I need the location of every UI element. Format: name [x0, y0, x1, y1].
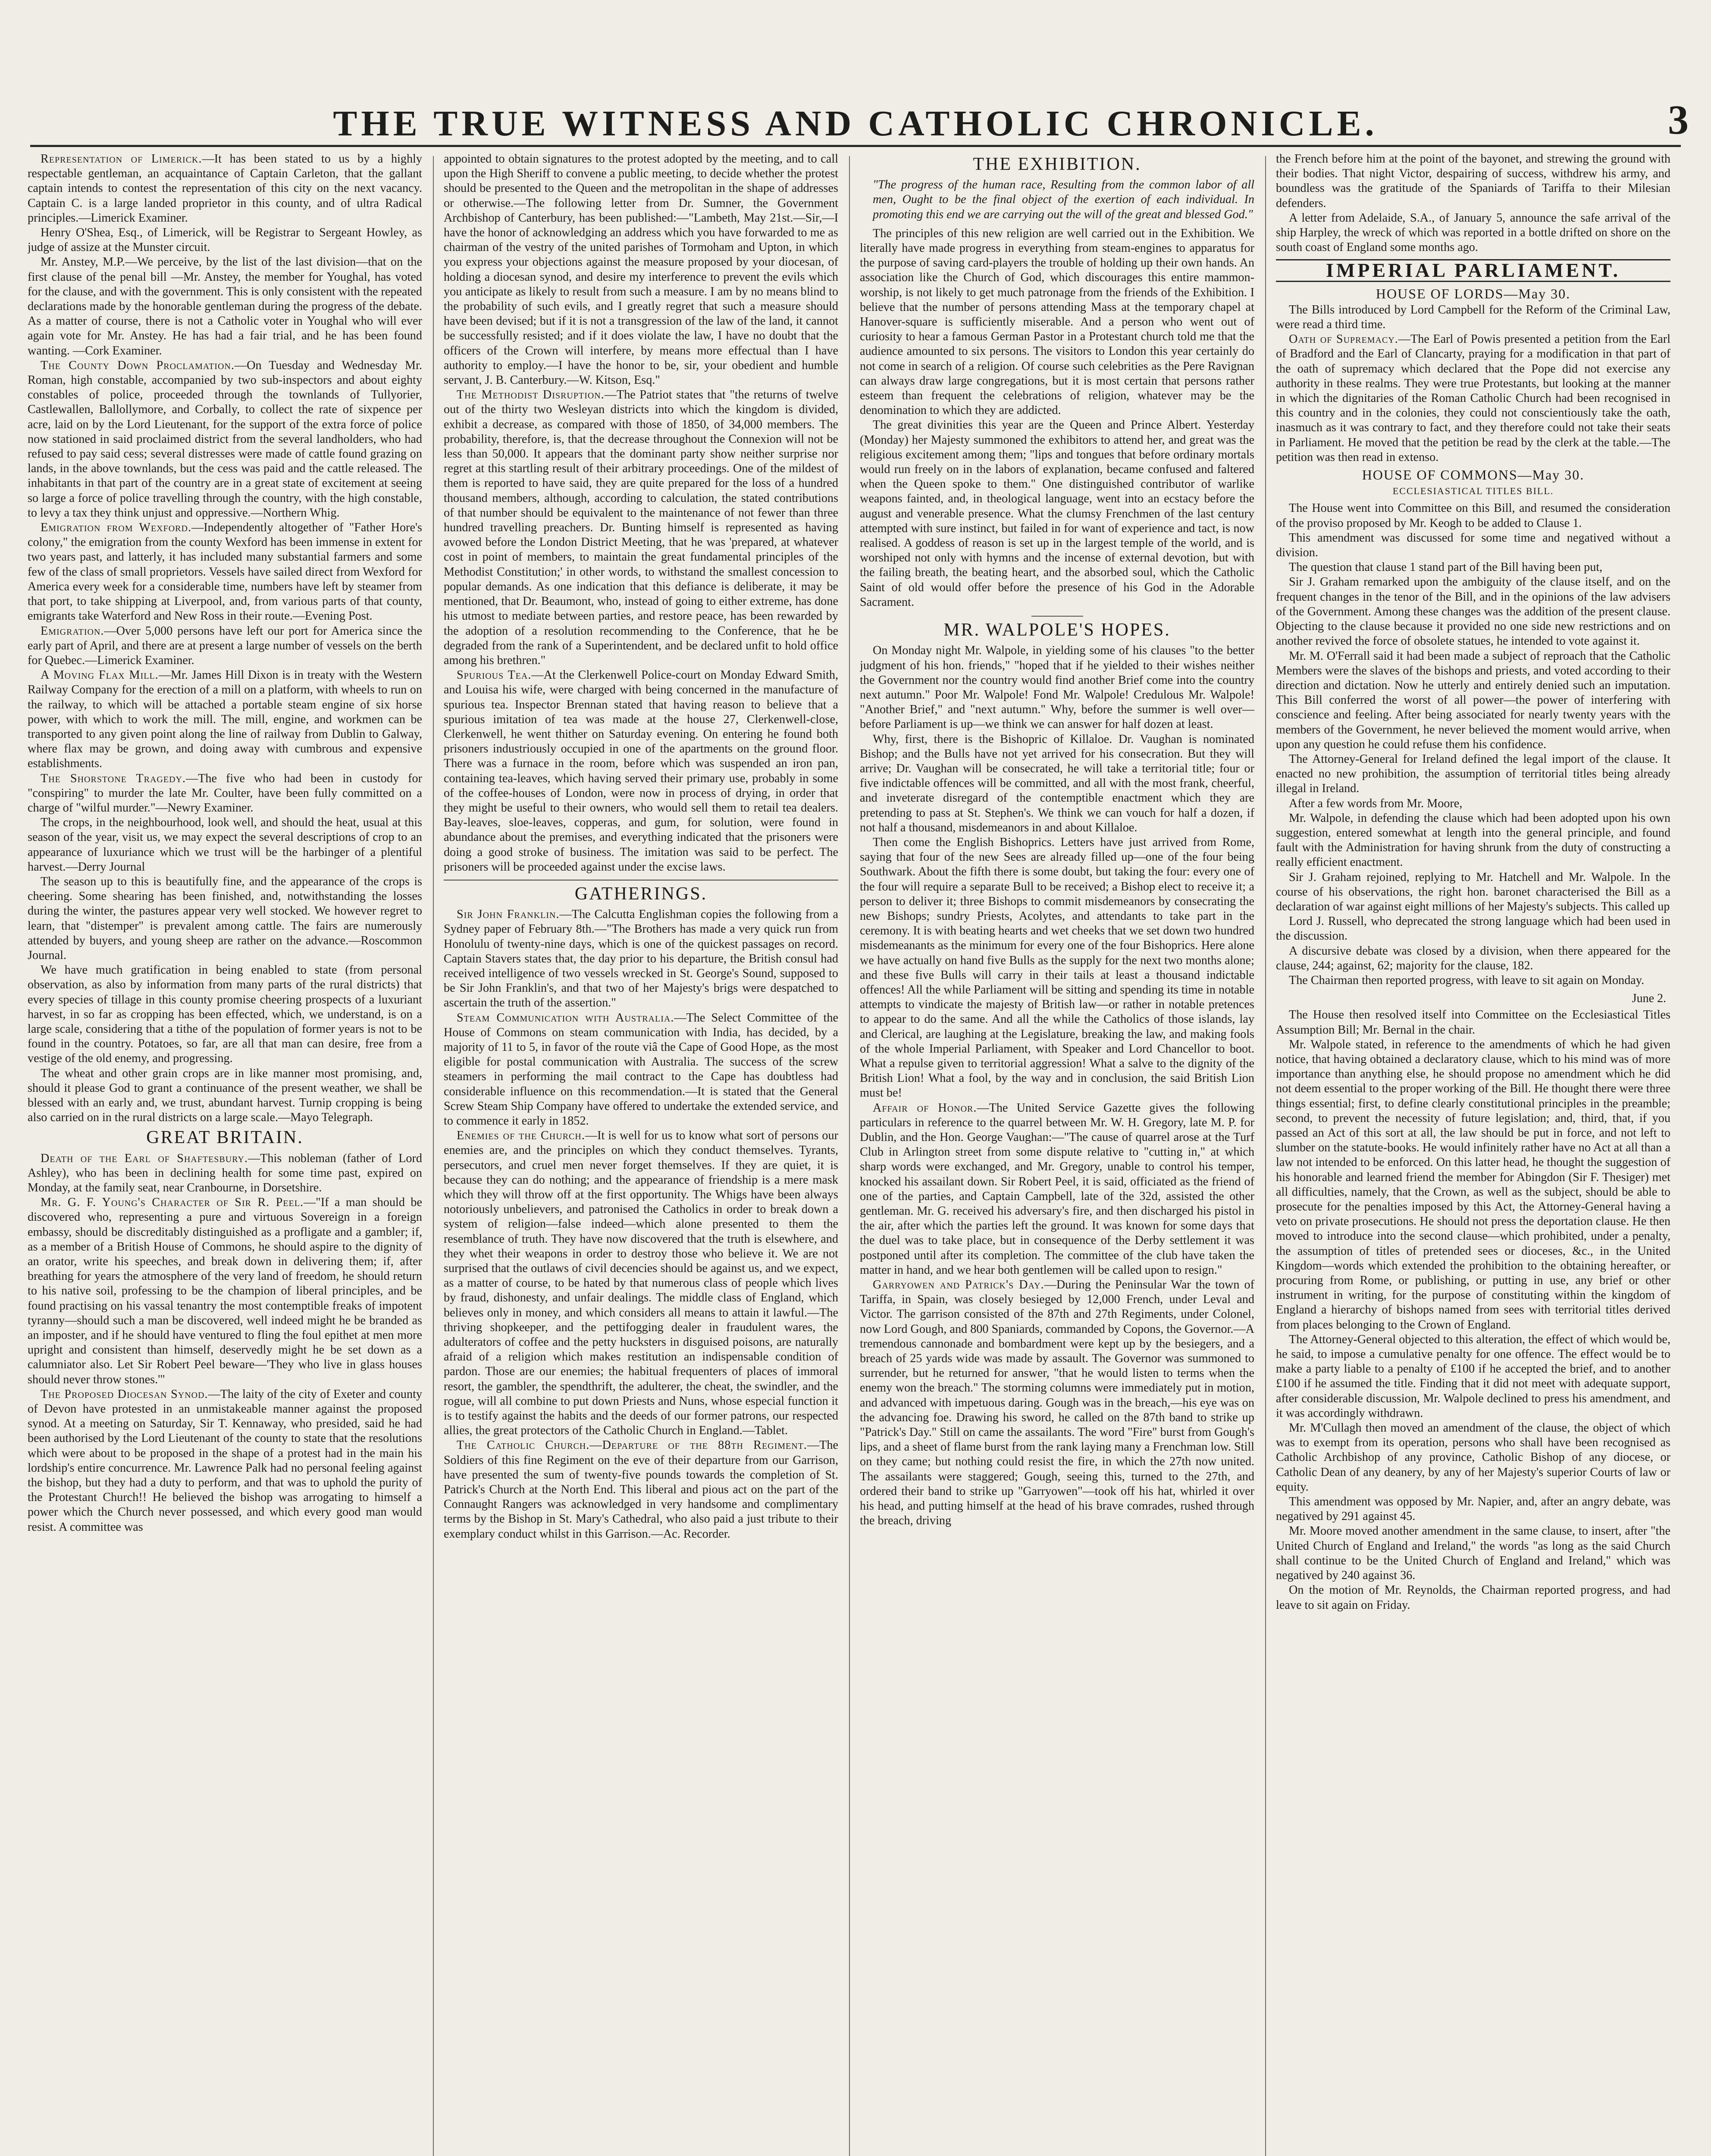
article-paragraph: Then come the English Bishoprics. Letters have just arrived from Rome, saying that four of the new Sees are already filled up—one of the four being Southwark. About the fifth there is some doubt, but taking the four: every one of the four will require a separate Bull to be received; a Bishop elect to receive it; a person to deliver it; three Bishops to commit misdemeanors by consecrating the new Bishops; sundry Priests, Acolytes, and attendants to take part in the ceremony. It is with beating hearts and wet cheeks that we set down two hundred misdemeanants as the minimum for every one of the four Bishoprics. Here alone we have actually on hand five Bulls as the supply for the next two months alone; and these five Bulls will carry in their tails at least a thousand indictable offences! All the while Parliament will be sitting and spending its time in notable attempts to vindicate the majesty of British law—or rather in notable pretences to appear to do the same. And all the while the Catholics of those islands, lay and Clerical, are laughing at the Legislature, breaking the law, and making fools of the whole Imperial Parliament, with Speaker and Lord Chancellor to boot. What a repulse given to territorial aggression! What a salve to the dignity of the British Lion! What a fool, by the way and in conclusion, the said British Lion must be! [860, 835, 1254, 1100]
page-number: 3 [1668, 97, 1689, 143]
article-text: —The Earl of Powis presented a petition from the Earl of Bradford and the Earl of Clancarty, praying for a modification in that part of the oath of supremacy which declared that the Pope did not exercise any authority in these realms. They were true Protestants, but looking at the manner in which the dignitaries of the Roman Catholic Church had been recognised in this country and in the colonies, they could not conscientiously take the oath, inasmuch as it was contrary to fact, and they therefore could not take their seats in Parliament. He moved that the petition be read by the clerk at the table.—The petition was then read in extenso. [1276, 332, 1670, 464]
article-lead: Spurious Tea. [457, 668, 532, 682]
article-paragraph: The Bills introduced by Lord Campbell for the Reform of the Criminal Law, were read a third time. [1276, 303, 1670, 332]
article-paragraph [28, 152, 422, 226]
article-paragraph [444, 1128, 838, 1438]
article-paragraph [444, 907, 838, 1010]
article-paragraph [444, 1011, 838, 1129]
article-paragraph [28, 1195, 422, 1387]
article-paragraph [28, 358, 422, 520]
article-paragraph: the French before him at the point of the bayonet, and strewing the ground with their bodies. That night Victor, despairing of success, withdrew his army, and boundless was the gratitude of the Spaniards of Tariffa to their Milesian defenders. [1276, 152, 1670, 210]
article-lead: Mr. G. F. Young's Character of Sir R. Peel. [41, 1196, 304, 1210]
article-paragraph: The crops, in the neighbourhood, look well, and should the heat, usual at this season of the year, visit us, we may expect the several descriptions of crop to an appearance of luxuriance which we trust will be the harbinger of a plentiful harvest.—Derry Journal [28, 816, 422, 874]
article-text: —The United Service Gazette gives the following particulars in reference to the quarrel between Mr. W. H. Gregory, late M. P. for Dublin, and the Hon. George Vaughan:—"The cause of quarrel arose at the Turf Club in Arlington street from some dispute relative to "cutting in," at which sharp words were exchanged, and Mr. Gregory, unable to control his temper, knocked his assailant down. Sir Robert Peel, it is said, officiated as the friend of one of the parties, and Captain Campbell, late of the 32d, assisted the other gentleman. Mr. G. received his adversary's fire, and then discharged his pistol in the air, after which the parties left the ground. It was known for some days that the duel was to take place, but in consequence of the Derby settlement it was postponed until after its completion. The committee of the club have taken the matter in hand, and we hear both gentlemen will be called upon to resign." [860, 1101, 1254, 1277]
article-paragraph: Mr. Walpole, in defending the clause which had been adopted upon his own suggestion, entered somewhat at length into the general principle, and found fault with the Administration for having shrunk from the duty of constructing a really efficient enactment. [1276, 811, 1670, 869]
article-paragraph [28, 1151, 422, 1196]
article-text: —It has been stated to us by a highly respectable gentleman, an acquaintance of Captain Carleton, that the gallant captain intends to contest the representation of this city on the next vacancy. Captain C. is a large landed proprietor in this county, and of ultra Radical principles.—Limerick Examiner. [28, 152, 422, 225]
article-lead: Death of the Earl of Shaftesbury. [41, 1151, 248, 1165]
article-paragraph: A letter from Adelaide, S.A., of January 5, announce the safe arrival of the ship Harpley, the wreck of which was reported in a bottle drifted on shore on the south coast of England some months ago. [1276, 211, 1670, 254]
article-paragraph [444, 388, 838, 668]
article-paragraph: The Attorney-General objected to this alteration, the effect of which would be, he said, to impose a cumulative penalty for one offence. The effect would be to make a party liable to a penalty of £100 if he accepted the brief, and to another £100 if he assumed the title. Finding that it did not meet with adequate support, after considerable discussion, Mr. Walpole declined to press his amendment, and it was accordingly withdrawn. [1276, 1332, 1670, 1420]
section-heading-walpole: MR. WALPOLE'S HOPES. [943, 620, 1171, 640]
article-paragraph: The House went into Committee on this Bill, and resumed the consideration of the proviso proposed by Mr. Keogh to be added to Clause 1. [1276, 501, 1670, 530]
article-paragraph: The Chairman then reported progress, with leave to sit again on Monday. [1289, 973, 1645, 987]
article-lead: Garryowen and Patrick's Day. [873, 1278, 1044, 1292]
article-lead: Emigration. [41, 624, 104, 638]
article-paragraph [28, 520, 422, 624]
epigraph-quote: "The progress of the human race, Resulting from the common labor of all men, Ought to be the final object of the exertion of each individual. In promoting this end we are carrying out the will of the great and blessed God." [873, 178, 1254, 221]
article-paragraph: This amendment was opposed by Mr. Napier, and, after an angry debate, was negatived by 291 against 45. [1276, 1495, 1670, 1523]
section-heading-gatherings: GATHERINGS. [574, 884, 708, 904]
article-text: —At the Clerkenwell Police-court on Monday Edward Smith, and Louisa his wife, were charged with being concerned in the manufacture of spurious tea. Inspector Brennan stated that having reason to believe that a spurious imitation of tea was made at the house 27, Clerkenwell-close, Clerkenwell, he went thither on Saturday evening. On entering he found both prisoners industriously occupied in one of the apartments on the ground floor. There was a furnace in the room, before which was suspended an iron pan, containing tea-leaves, which having served their primary use, probably in some of the coffee-houses of London, were now in process of drying, in order that they might be useful to their owners, who would sell them to retail tea dealers. Bay-leaves, sloe-leaves, copperas, and gum, for solution, were found in abundance about the premises, and everything indicated that the prisoners were doing a good stroke of business. The imitation was said to be perfect. The prisoners will be proceeded against under the excise laws. [444, 668, 838, 874]
article-lead: The County Down Proclamation. [41, 358, 235, 372]
subheading-house-of-commons: HOUSE OF COMMONS—May 30. [1362, 467, 1585, 483]
column-3 [860, 152, 1254, 2156]
article-lead: The Proposed Diocesan Synod. [41, 1387, 208, 1401]
article-lead: Sir John Franklin. [457, 908, 560, 921]
article-paragraph: Mr. Walpole stated, in reference to the amendments of which he had given notice, that having obtained a declaratory clause, which to his mind was of more importance than anything else, he should propose no amendment which he did not deem essential to the proper working of the Bill. He thought there were three things essential; first, to define clearly constitutional principles in the preamble; second, to prevent the necessity of future legislation; and, third, that, if you passed an Act of this sort at all, the law should be put in force, and not left to slumber on the statute-books. He would infinitely rather have no Act at all than a law not intended to be enforced. On this latter head, he thought the suggestion of his honorable and learned friend the member for Abingdon (Sir F. Thesiger) met all difficulties, namely, that the Crown, as well as the subject, should be able to prosecute for the penalties imposed by this Act, the Attorney-General having a veto on private prosecutions. He should not press the deportation clause. He then moved to introduce into the second clause—which prohibited, under a penalty, the assumption of titles of pretended sees or dioceses, &c., in the United Kingdom—words which extended the prohibition to the obtaining hereafter, or procuring from Rome, or publishing, or putting in use, any brief or other instrument in writing, for the purpose of constituting within the kingdom of England a hierarchy of bishops named from sees with territorial titles derived from places belonging to the Crown of England. [1276, 1037, 1670, 1332]
article-lead: Enemies of the Church. [457, 1129, 585, 1143]
article-text: —Over 5,000 persons have left our port for America since the early part of April, and there are at present a large number of vessels on the berth for Quebec.—Limerick Examiner. [28, 624, 422, 667]
article-lead: A Moving Flax Mill. [41, 668, 159, 682]
article-paragraph: The principles of this new religion are well carried out in the Exhibition. We literally have made progress in everything from steam-engines to apparatus for the purpose of saving card-players the trouble of holding up their own hands. An association like the Church of God, which discourages this entire mammon-worship, is not likely to get much patronage from the friends of the Exhibition. I believe that the number of persons attending Mass at the temporary chapel at Hanover-square is sufficiently miserable. And a person who went out of curiosity to hear a famous German Pastor in a Protestant church told me that the audience amounted to six persons. The visitors to London this year certainly do not come in search of a religion. Of course such celebrities as the Pere Ravignan can always draw large congregations, but it is most certain that persons rather esteem than frequent the celebrations of religion, whatever may be the denomination to which they are addicted. [860, 226, 1254, 417]
article-paragraph: After a few words from Mr. Moore, [1289, 796, 1463, 810]
article-paragraph [444, 1438, 838, 1541]
article-paragraph [1276, 332, 1670, 465]
article-text: —Mr. James Hill Dixon is in treaty with the Western Railway Company for the erection of a mill on a platform, with wheels to run on the railway, to which will be attached a portable steam engine of six horse power, with which to work the mill. The mill, engine, and workmen can be transported to any given point along the line of railway from Dublin to Galway, where flax may be grown, and doing away with cumbrous and expensive establishments. [28, 668, 422, 771]
article-columns [28, 152, 1683, 2156]
article-text: —"If a man should be discovered who, representing a pure and virtuous Sovereign in a foreign embassy, should be discreditably distinguished as a profligate and a gambler; if, as a member of a British House of Commons, he should aspire to the dignity of an orator, write his speeches, and break down in delivering them; if, after breathing for years the atmosphere of the very land of freedom, he should return to his native soil, professing to be the champion of liberal principles, and be found practising on his vassal tenantry the most contemptible freaks of impotent tyranny—should such a man be discovered, well indeed might he be branded as an imposter, and if he should have ventured to fling the foul epithet at men more upright and consistent than himself, deservedly might he be set down as a calumniator also. Let Sir Robert Peel beware—'They who live in glass houses should never throw stones.'" [28, 1196, 422, 1386]
newspaper-title: THE TRUE WITNESS AND CATHOLIC CHRONICLE. [333, 103, 1378, 144]
subheading-titles-bill: ECCLESIASTICAL TITLES BILL. [1392, 486, 1554, 497]
article-lead: Emigration from Wexford. [41, 521, 192, 535]
section-divider [1031, 616, 1083, 617]
column-rule [433, 156, 434, 2156]
article-paragraph: The season up to this is beautifully fine, and the appearance of the crops is cheering. Some shearing has been finished, and, notwithstanding the losses during the winter, the pastures appear very well stocked. We however regret to learn, that "distemper" is prevalent among cattle. The fairs are numerously attended by buyers, and young sheep are rather on the advance.—Roscommon Journal. [28, 874, 422, 962]
article-paragraph: Mr. Moore moved another amendment in the same clause, to insert, after "the United Church of England and Ireland," the words "as long as the said Church shall continue to be the United Church of England and Ireland," which was negatived by 240 against 36. [1276, 1524, 1670, 1583]
article-text: —The Calcutta Englishman copies the following from a Sydney paper of February 8th.—"The Brothers has made a very quick run from Honolulu of twenty-nine days, which is one of the quickest passages on record. Captain Stavers states that, the day prior to his departure, the British consul had received intelligence of two vessels wrecked in St. George's Sound, supposed to be Sir John Franklin's, and that two of her Majesty's brigs were despatched to ascertain the truth of the assertion." [444, 908, 838, 1010]
article-paragraph: Mr. M'Cullagh then moved an amendment of the clause, the object of which was to exempt from its operation, persons who shall have been recognised as Catholic Archbishop of any province, Catholic Bishop of any diocese, or Catholic Dean of any deanery, by any of her Majesty's superior Courts of law or equity. [1276, 1421, 1670, 1494]
article-paragraph: Why, first, there is the Bishopric of Killaloe. Dr. Vaughan is nominated Bishop; and the Bulls have not yet arrived for his consecration. But they will arrive; Dr. Vaughan will be consecrated, he will take a territorial title; four or five indictable offences will be committed, and all with the most frank, cheerful, and inveterate disregard of the contemptible enactment which they are pretending to pass at St. Stephen's. We think we can vouch for half a dozen, if not half a thousand, misdemeanors in and about Killaloe. [860, 732, 1254, 834]
article-paragraph: Sir J. Graham remarked upon the ambiguity of the clause itself, and on the frequent changes in the tenor of the Bill, and in the opinions of the law advisers of the Government. Among these changes was the addition of the present clause. Objecting to the clause because it provided no one side new restrictions and on another revived the force of obsolete statues, he intended to vote against it. [1276, 575, 1670, 648]
article-paragraph: Sir J. Graham rejoined, replying to Mr. Hatchell and Mr. Walpole. In the course of his observations, the right hon. baronet characterised the Bill as a declaration of war against eight millions of her Majesty's subjects. This called up [1276, 870, 1670, 913]
article-paragraph: On Monday night Mr. Walpole, in yielding some of his clauses "to the better judgment of his hon. friends," "hoped that if he yielded to their wishes neither the Government nor the country would find another Brief come into the country next autumn." Poor Mr. Walpole! Fond Mr. Walpole! Credulous Mr. Walpole! "Another Brief," and "next autumn." Why, before the summer is well over—before Parliament is up—we think we can answer for half dozen at least. [860, 644, 1254, 731]
column-rule [849, 156, 850, 2156]
article-paragraph: Mr. M. O'Ferrall said it had been made a subject of reproach that the Catholic Members were the slaves of the bishops and priests, and voted according to their direction and dictation. Now he utterly and entirely denied such an imputation. This Bill conferred the worst of all power—the power of interfering with conscience and feeling. After being associated for nearly twenty years with the members of the Government, he never believed the moment would arrive, when upon any question he could refuse them his confidence. [1276, 649, 1670, 751]
article-paragraph [860, 1101, 1254, 1278]
article-text: —On Tuesday and Wednesday Mr. Roman, high constable, accompanied by two sub-inspectors and about eighty constables of police, proceeded through the townlands of Tullyorier, Castlewallen, Ballollymore, and Corbally, to collect the rate of sixpence per acre, laid on by the Lord Lieutenant, for the support of the extra force of police now stationed in said proclaimed district from the several landholders, who had refused to pay said cess; several distresses were made of cattle found grazing on lands, in the above townlands, but the cess was paid and the cattle released. The inhabitants in that part of the country are in a great state of excitement at seeing so large a force of police travelling through the country, with the high constable, to levy a tax they think unjust and oppressive.—Northern Whig. [28, 358, 422, 520]
article-paragraph: On the motion of Mr. Reynolds, the Chairman reported progress, and had leave to sit again on Friday. [1276, 1583, 1670, 1612]
article-paragraph: The House then resolved itself into Committee on the Ecclesiastical Titles Assumption Bill; Mr. Bernal in the chair. [1276, 1008, 1670, 1037]
dateline: June 2. [1632, 992, 1666, 1006]
article-paragraph [444, 668, 838, 874]
article-paragraph: The wheat and other grain crops are in like manner most promising, and, should it please God to grant a continuance of the present weather, we shall be blessed with an early and, we trust, abundant harvest. Turnip cropping is being also carried on in the rural districts on a large scale.—Mayo Telegraph. [28, 1066, 422, 1125]
column-rule [1265, 156, 1266, 2156]
article-lead: The Shorstone Tragedy. [41, 771, 186, 785]
column-2 [444, 152, 838, 2156]
column-4 [1276, 152, 1670, 2156]
article-paragraph [28, 771, 422, 816]
section-heading-great-britain: GREAT BRITAIN. [146, 1128, 304, 1148]
article-lead: The Catholic Church.—Departure of the 88th Regiment. [457, 1438, 807, 1452]
article-paragraph [860, 1278, 1254, 1528]
article-paragraph [28, 668, 422, 771]
article-text: —Independently altogether of "Father Hore's colony," the emigration from the county Wexford has been immense in extent for two years past, and latterly, it has included many substantial farmers and some few of the class of small proprietors. Vessels have sailed direct from Wexford for America every week for a considerable time, numbers have left by steamer from that port, to take shipping at Liverpool, and, from various parts of that county, emigrants take Waterford and New Ross in their route.—Evening Post. [28, 521, 422, 623]
article-paragraph: We have much gratification in being enabled to state (from personal observation, as also by information from many parts of the rural districts) that every species of tillage in this county promise cheering prospects of a luxuriant harvest, in so far as cropping has been effected, which, we understand, is on a large scale, considering that a tithe of the population of former years is not to be found in the country. Potatoes, so far, are all that man can desire, free from a vestige of the old enemy, and progressing. [28, 963, 422, 1065]
article-text: —It is well for us to know what sort of persons our enemies are, and the principles on which they conduct themselves. Tyrants, persecutors, and cruel men never forget themselves. If they are quiet, it is because they can do nothing; and the appearance of friendship is a mere mask which they will throw off at the first opportunity. The Whigs have been always notoriously unbelievers, and patronised the Catholics in order to break down a system of religion—false indeed—which alone presented to them the resemblance of truth. They have now discovered that the truth is elsewhere, and they whet their weapons in order to destroy those who believe it. We are not surprised that the outlaws of civil decencies should be against us, and we expect, as a matter of course, to be hated by that numerous class of people which lives by fraud, dishonesty, and unfair dealings. The middle class of England, which believes only in money, and which considers all means to attain it lawful.—The thriving shopkeeper, and the pettifogging dealer in fraudulent wares, the adulterators of coffee and the petty hucksters in disguised poisons, are naturally afraid of a religion which makes restitution an indispensable condition of pardon. Those are our enemies; the habitual frequenters of places of immoral resort, the gambler, the spendthrift, the adulterer, the cheat, the swindler, and the rogue, will all combine to put down Priests and Nuns, whose especial function it is to testify against the habits and the deeds of our former patrons, our respected allies, the great protectors of the Catholic Church in England.—Tablet. [444, 1129, 838, 1438]
article-lead: Steam Communication with Australia. [457, 1011, 674, 1025]
article-lead: Representation of Limerick. [41, 152, 202, 166]
masthead [0, 0, 1711, 155]
section-heading-exhibition: THE EXHIBITION. [973, 154, 1141, 174]
article-paragraph [28, 1387, 422, 1535]
article-lead: Affair of Honor. [873, 1101, 977, 1115]
article-text: —The Select Committee of the House of Commons on steam communication with India, has decided, by a majority of 11 to 5, in favor of the route viâ the Cape of Good Hope, as the most eligible for postal communication with Australia. The success of the screw steamers in performing the mail contract to the Cape has doubtless had considerable influence on this recommendation.—It is stated that the General Screw Steam Ship Company have offered to undertake the extended service, and to commence it early in 1852. [444, 1011, 838, 1128]
article-paragraph [28, 624, 422, 668]
section-heading-imperial-parliament: IMPERIAL PARLIAMENT. [1276, 259, 1670, 282]
article-paragraph: Henry O'Shea, Esq., of Limerick, will be Registrar to Sergeant Howley, as judge of assize at the Munster circuit. [28, 226, 422, 254]
article-paragraph: appointed to obtain signatures to the protest adopted by the meeting, and to call upon the High Sheriff to convene a public meeting, to decide whether the protest should be presented to the Queen and the metropolitan in the shape of addresses or otherwise.—The following letter from Dr. Sumner, the Government Archbishop of Canterbury, has been published:—"Lambeth, May 21st.—Sir,—I have the honor of acknowledging an address which you have forwarded to me as chairman of the vestry of the united parishes of Tormoham and Upton, in which you express your objections against the measure proposed by your diocesan, of holding a diocesan synod, and desire my interference to prevent the evils which you anticipate as likely to result from such a measure. I am by no means blind to the probability of such evils, and I greatly regret that such a measure should have been devised; but if it is not a transgression of the law of the land, it cannot be successfully resisted; and if it does violate the law, I have no doubt that the officers of the Crown will interfere, by means more effectual than I have authority to employ.—I have the honor to be, sir, your obedient and humble servant, J. B. Canterbury.—W. Kitson, Esq." [444, 152, 838, 387]
subheading-house-of-lords: HOUSE OF LORDS—May 30. [1376, 285, 1571, 301]
article-paragraph: The great divinities this year are the Queen and Prince Albert. Yesterday (Monday) her Majesty summoned the exhibitors to attend her, and great was the religious excitement among them; "lips and tongues that before ordinary mortals would run freely on in the labors of explanation, became confused and faltered when the Queen spoke to them." One distinguished contributor of warlike weapons fainted, and, in theological language, went into an ecstacy before the august and venerable presence. What the clumsy Frenchmen of the last century attempted with sure instinct, but failed in for want of experience and tact, is now realised. A goddess of reason is set up in the largest temple of the world, and is worshiped not only with hymns and the incense of external devotion, but with the failing breath, the beating heart, and the absorbed soul, which the Catholic Saint of old would offer before the presence of his God in the Adorable Sacrament. [860, 418, 1254, 609]
article-paragraph: The question that clause 1 stand part of the Bill having been put, [1289, 561, 1603, 574]
article-lead: Oath of Supremacy. [1289, 332, 1398, 346]
article-text: —During the Peninsular War the town of Tariffa, in Spain, was closely besieged by 12,000 French, under Leval and Victor. The garrison consisted of the 87th and 27th Regiments, under Colonel, now Lord Gough, and 800 Spaniards, commanded by Copons, the Governor.—A tremendous cannonade and bombardment were kept up by the besiegers, and a breach of 25 yards wide was made by assault. The Governor was summoned to surrender, but he returned for answer, "that he would listen to terms when the enemy won the breach." The storming columns were immediately put in motion, and advanced with impetuous daring. Gough was in the breach,—his eye was on the advancing foe. Drawing his sword, he called on the 87th band to strike up "Patrick's Day." Still on came the assailants. The word "Fire" burst from Gough's lips, and a sheet of flame burst from the rank laying many a Frenchman low. Still on they came; but nothing could resist the fire, in which the 27th now united. The assailants were staggered; Gough, seeing this, turned to the 27th, and ordered their band to strike up "Garryowen"—took off his hat, whirled it over his head, and putting himself at the head of his brave comrades, rushed through the breach, driving [860, 1278, 1254, 1528]
article-paragraph: A discursive debate was closed by a division, when there appeared for the clause, 244; against, 62; majority for the clause, 182. [1276, 944, 1670, 972]
article-text: —The five who had been in custody for "conspiring" to murder the late Mr. Coulter, have been fully committed on a charge of "wilful murder."—Newry Examiner. [28, 771, 422, 815]
article-paragraph: Lord J. Russell, who deprecated the strong language which had been used in the discussion. [1276, 915, 1670, 943]
article-text: —This nobleman (father of Lord Ashley), who has been in declining health for some time past, expired on Monday, at the family seat, near Cranbourne, in Dorsetshire. [28, 1151, 422, 1195]
article-text: —The Patriot states that "the returns of twelve out of the thirty two Wesleyan districts into which the kingdom is divided, exhibit a decrease, as compared with those of 1850, of 34,000 members. The probability, therefore, is, that the decrease throughout the Connexion will not be less than 50,000. It appears that the dominant party show neither surprise nor regret at this startling result of their arbitrary proceedings. One of the mildest of them is reported to have said, they are quite prepared for the loss of a hundred thousand members, although, according to calculation, the stated contributions of that number should be equivalent to the maintenance of not fewer than three hundred travelling preachers. Dr. Bunting himself is represented as having avowed before the London District Meeting, that he was 'prepared, at whatever cost in point of members, to maintain the great fundamental principles of the Methodist Constitution;' in other words, to withstand the smallest concession to popular demands. As one indication that this defiance is deliberate, it may be mentioned, that Dr. Beaumont, who, instead of going to either extreme, has done his utmost to mediate between parties, and restore peace, has been rewarded by the adoption of a resolution recommending to the Conference, that he be degraded from the rank of a Superintendent, and be declared unfit to hold office among his brethren." [444, 388, 838, 667]
article-paragraph: This amendment was discussed for some time and negatived without a division. [1276, 531, 1670, 560]
article-text: —The laity of the city of Exeter and county of Devon have protested in an unmistakeable manner against the proposed synod. At a meeting on Saturday, Sir T. Kennaway, who presided, said he had been authorised by the Lord Lieutenant of the county to state that the resolutions which were about to be proposed in the shape of a protest had in the main his lordship's entire concurrence. Mr. Lawrence Palk had no personal feeling against the bishop, but they had a duty to perform, and that was to uphold the purity of the Protestant Church!! He believed the bishop was arrogating to himself a power which the Church never possessed, and which every good man would resist. A committee was [28, 1387, 422, 1534]
column-1 [28, 152, 422, 2156]
article-paragraph: Mr. Anstey, M.P.—We perceive, by the list of the last division—that on the first clause of the penal bill —Mr. Anstey, the member for Youghal, has voted for the clause, and with the government. This is only consistent with the repeated declarations made by the honorable gentleman during the progress of the debate. As a matter of course, there is not a Catholic voter in Youghal who will ever again vote for Mr. Anstey. He has had a fair trial, and he has been found wanting. —Cork Examiner. [28, 255, 422, 357]
masthead-rule [30, 145, 1681, 147]
article-lead: The Methodist Disruption. [457, 388, 605, 402]
article-paragraph: The Attorney-General for Ireland defined the legal import of the clause. It enacted no new prohibition, the assumption of territorial titles being already illegal in Ireland. [1276, 752, 1670, 796]
section-divider [444, 880, 838, 881]
article-text: —The Soldiers of this fine Regiment on the eve of their departure from our Garrison, have presented the sum of twenty-five pounds towards the completion of St. Patrick's Church at the North End. This liberal and pious act on the part of the Connaught Rangers was acknowledged in very handsome and complimentary terms by the Bishop in St. Mary's Cathedral, who also paid a just tribute to their exemplary conduct whilst in this Garrison.—Ac. Recorder. [444, 1438, 838, 1541]
